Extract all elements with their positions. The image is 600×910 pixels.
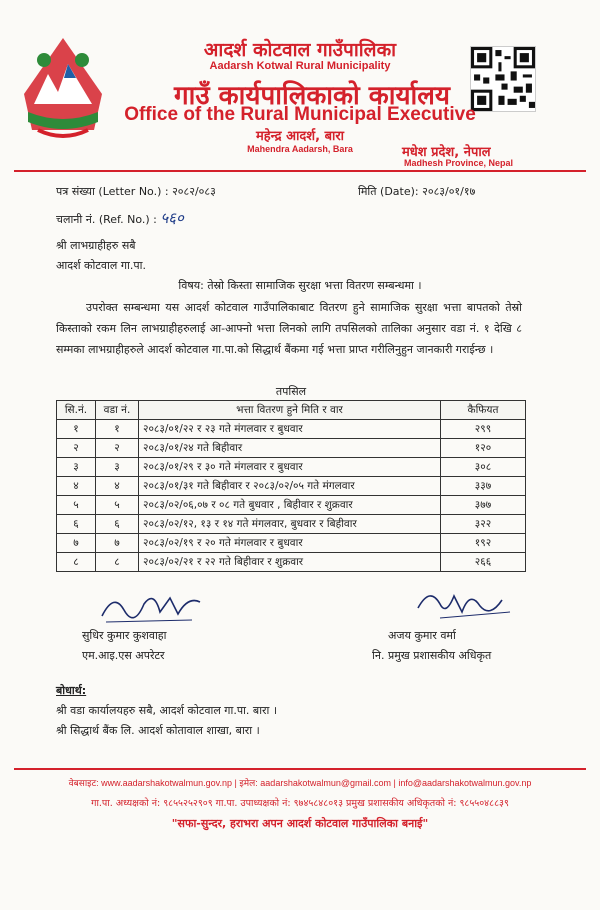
email-link-2[interactable]: info@aadarshakotwalmun.gov.np (398, 778, 532, 788)
header-ward: वडा नं. (96, 401, 139, 420)
table-row (57, 439, 526, 458)
date (358, 184, 475, 199)
table-row (57, 420, 526, 439)
cell-date: २०८३/०२/२१ र २२ गते बिहीवार र शुक्रवार (139, 553, 441, 572)
cell-sn: ८ (57, 553, 96, 572)
cell-sn: ७ (57, 534, 96, 553)
cell-ward: २ (96, 439, 139, 458)
signatory-right-title: नि. प्रमुख प्रशासकीय अधिकृत (372, 649, 492, 662)
email-link-1[interactable]: aadarshakotwalmun@gmail.com (260, 778, 391, 788)
letter-no (56, 184, 216, 199)
date-value: २०८३/०१/१७ (422, 185, 476, 198)
cell-sn: ६ (57, 515, 96, 534)
cell-date: २०८३/०१/२९ र ३० गते मंगलवार र बुधवार (139, 458, 441, 477)
footer-divider (14, 768, 586, 770)
signatory-left-title: एम.आइ.एस अपरेटर (82, 649, 165, 662)
cell-ward: ६ (96, 515, 139, 534)
website-label: वेबसाइट: (68, 778, 99, 788)
table-header-row (57, 401, 526, 420)
cell-date: २०८३/०२/१२, १३ र १४ गते मंगलवार, बुधवार र बिहीवार (139, 515, 441, 534)
province-en: Madhesh Province, Nepal (404, 158, 514, 168)
signatory-right-name: अजय कुमार वर्मा (388, 629, 456, 642)
table-row (57, 553, 526, 572)
cell-remarks: ३०८ (441, 458, 526, 477)
cell-sn: २ (57, 439, 96, 458)
footer-phone-numbers: गा.पा. अध्यक्षको नं: ९८५५२५२९०९ गा.पा. उपाध्यक्षको नं: ९७४५८४८०१३ प्रमुख प्रशासकीय अधिकृतको नं: ९८५५०४८८३९ (91, 798, 509, 809)
signature-right-icon (410, 582, 520, 626)
signatory-left-name: सुधिर कुमार कुशवाहा (82, 629, 167, 642)
recipient-line2: आदर्श कोटवाल गा.पा. (56, 259, 146, 272)
ref-no (56, 208, 184, 228)
footer-contact-line: वेबसाइट: www.aadarshakotwalmun.gov.np | इमेल: aadarshakotwalmun@gmail.com | info@aadarshakotwalmun.gov.np (68, 778, 532, 788)
letter-no-label: पत्र संख्या (Letter No.) : (56, 185, 169, 198)
address-np: महेन्द्र आदर्श, बारा (255, 129, 345, 144)
table-row (57, 515, 526, 534)
subject: विषय: तेस्रो किस्ता सामाजिक सुरक्षा भत्ता वितरण सम्बन्धमा । (178, 279, 422, 292)
cell-remarks: २९९ (441, 420, 526, 439)
cell-date: २०८३/०१/२२ र २३ गते मंगलवार र बुधवार (139, 420, 441, 439)
cell-date: २०८३/०२/१९ र २० गते मंगलवार र बुधवार (139, 534, 441, 553)
body-paragraph: उपरोक्त सम्बन्धमा यस आदर्श कोटवाल गाउँपालिकाबाट वितरण हुने सामाजिक सुरक्षा भत्ता बापतको तेस्रो किस्ताको रकम लिन लाभग्राहीहरुलाई आ-आफ्नो भत्ता लिनको लागि तपसिलको तालिका अनुसार वडा नं. १ देखि ८ सम्मका लाभग्राहीहरुले आदर्श कोटवाल गा.पा.को सिद्धार्थ बैंकमा गई भत्ता प्राप्त गरीलिनुहुन जानकारी गराईन्छ । (56, 301, 522, 356)
cell-date: २०८३/०१/२४ गते बिहीवार (139, 439, 441, 458)
cell-ward: ७ (96, 534, 139, 553)
cell-sn: ५ (57, 496, 96, 515)
cell-ward: ३ (96, 458, 139, 477)
cell-ward: ८ (96, 553, 139, 572)
cell-remarks: २६६ (441, 553, 526, 572)
table-row (57, 458, 526, 477)
cell-sn: ३ (57, 458, 96, 477)
signature-left-icon (96, 586, 206, 628)
address-en: Mahendra Aadarsh, Bara (247, 144, 353, 154)
ref-no-value: ५६० (160, 209, 184, 227)
website-link[interactable]: www.aadarshakotwalmun.gov.np (101, 778, 233, 788)
office-name-np: गाउँ कार्यपालिकाको कार्यालय (174, 81, 450, 111)
cell-remarks: १९२ (441, 534, 526, 553)
cc-line2: श्री सिद्धार्थ बैंक लि. आदर्श कोतावाल शाखा, बारा । (56, 724, 260, 737)
office-name-en: Office of the Rural Municipal Executive (124, 104, 476, 125)
recipient-line1: श्री लाभग्राहीहरु सबै (56, 239, 136, 252)
cell-date: २०८३/०२/०६,०७ र ०८ गते बुधवार , बिहीवार र शुक्रवार (139, 496, 441, 515)
municipality-name-en: Aadarsh Kotwal Rural Municipality (209, 60, 391, 72)
header-date: भत्ता वितरण हुने मिति र वार (139, 401, 441, 420)
cell-date: २०८३/०१/३१ गते बिहीवार र २०८३/०२/०५ गते मंगलवार (139, 477, 441, 496)
cell-ward: ४ (96, 477, 139, 496)
table-row (57, 534, 526, 553)
cell-remarks: ३३७ (441, 477, 526, 496)
cc-line1: श्री वडा कार्यालयहरु सबै, आदर्श कोटवाल गा.पा. बारा । (56, 704, 278, 717)
province-np: मधेश प्रदेश, नेपाल (402, 145, 491, 160)
cell-sn: १ (57, 420, 96, 439)
cc-heading: बोधार्थ: (56, 684, 87, 697)
date-label: मिति (Date): (358, 185, 419, 198)
header-remarks: कैफियत (441, 401, 526, 420)
letter-no-value: २०८२/०८३ (172, 185, 216, 198)
header-sn: सि.नं. (57, 401, 96, 420)
ref-no-label: चलानी नं. (Ref. No.) : (56, 213, 157, 226)
cell-ward: ५ (96, 496, 139, 515)
table-row (57, 477, 526, 496)
cell-ward: १ (96, 420, 139, 439)
cell-remarks: १२० (441, 439, 526, 458)
distribution-table (56, 400, 526, 572)
header-divider (14, 170, 586, 172)
cell-remarks: ३७७ (441, 496, 526, 515)
email-label: इमेल: (239, 778, 258, 788)
cell-remarks: ३२२ (441, 515, 526, 534)
footer-slogan: "सफा-सुन्दर, हराभरा अपन आदर्श कोटवाल गाउँपालिका बनाई" (171, 817, 429, 830)
cell-sn: ४ (57, 477, 96, 496)
table-row (57, 496, 526, 515)
municipality-name-np: आदर्श कोटवाल गाउँपालिका (203, 39, 397, 61)
table-caption: तपसिल (275, 385, 307, 398)
